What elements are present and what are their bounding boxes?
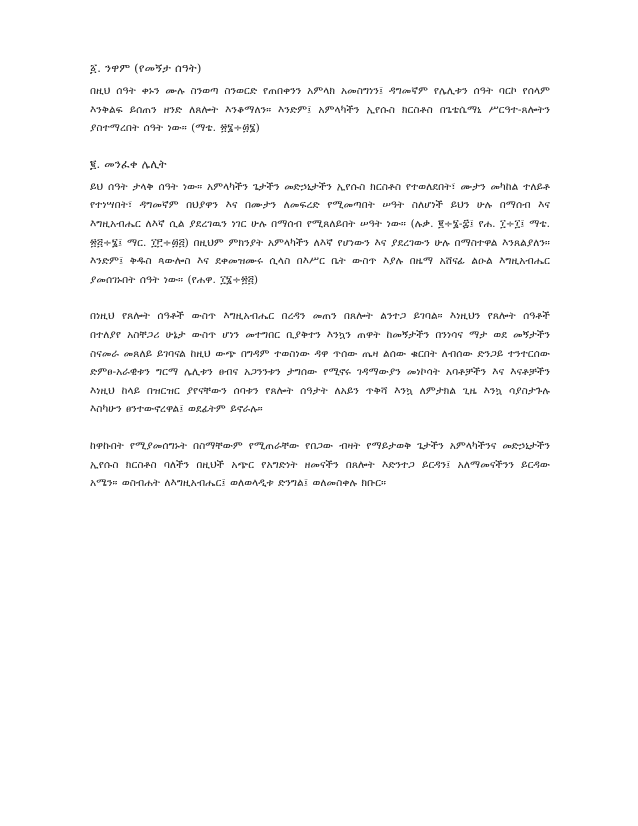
section-heading-nawam: ፩. ንዋም (የመኝታ ሰዓት) — [90, 61, 202, 75]
section-heading-menfeke-lelit: ፪. መንፈቀ ሌሊት — [90, 156, 167, 171]
paragraph-prayer-hours: በነዚህ የጸሎት ሰዓቶች ውስጥ እግዚአብሔር በረዳን መጠን በጸሎት ልንተጋ ይገባል። እነዚህን የጸሎት ሰዓቶች በተለያየ አስቸጋሪ ሁኔታ ውስጥ ሆነን መተግበር ቢያቅተን እንኳን ጠዋት ከመኝታችን በንነሳና ማታ ወደ መኝታችን ስናመራ መጸለይ ይገባናል ከዚህ ውጭ በግዳም ተወስነው ዳዋ ጥሰው ጤዛ ልሰው ቁርበት ለብሰው ድንጋይ ተንተርሰው ድምፀ-አራዊቱን ግርማ ሌሊቱን ፀብና አጋንንቱን ታግሰው የሚኖሩ ገዳማውያን መነኮሳት አባቶቻችን እና እናቶቻችን እነዚህ ከላይ በዝርዝር ያየናቸውን ሰባቱን የጸሎት ሰዓታት ለአይን ጥቅሻ እንኳ ለምታክል ጊዜ እንኳ ሳያስታጉሉ እስካሁን ፀንተውኖረዋል፤ ወደፊትም ይኖራሉ። — [90, 310, 550, 416]
paragraph-closing-blessing: ከዋኩበት የሚያመሰግኑት በስማቸውም የሚጠራቸው የበጋው ብዛት የማይታወቅ ጌታችን አምላካችንና መድኃኒታችን ኢየሱስ ክርስቶስ ባለችን በዚህች አጭር የአግድነት ዘመናችን በጸሎት እድንተጋ ይርዳን፤ አለማመናችንን ይርዳው አሜን። ወስብሐት ለእግዚአብሔር፤ ወለወላዲቱ ድንግል፤ ወለመስቀሉ ክቡር። — [90, 439, 550, 490]
paragraph-menfeke-lelit: ይህ ሰዓት ታላቅ ሰዓት ነው። አምላካችን ጌታችን መድኃኒታችን ኢየሱስ ክርስቶስ የተወለደበት፣ ሙታን መካከል ተለይቶ የተነሣበት፣ ዳግመኛም በህያዋን እና በሙታን ለመፍረድ የሚመጣበት ሠዓት ስለሆነች ይህን ሁሉ በማሰብ እና እግዚአብሔር ለእኛ ሲል ያደረገዉን ነገር ሁሉ በማሰብ የሚጸለይበት ሠዓት ነው። (ሉቃ. ፪÷፮-፰፤ የሐ. ፲÷፲፤ ማቴ. ፳፭÷፮፤ ማር. ፲፫÷፴፭) በዚህም ምክንያት አምላካችን ለእኛ የሆነውን እና ያደረገውን ሁሉ በማስተዋል እንጸልያለን። እንድም፤ ቅዱስ ጳውሎስ እና ደቀመዝሙሩ ሲላስ በእሥር ቤት ውስጥ እያሉ በዜማ አሸናፊ ልዑል እግዚአብሔር ያመሰገኑበት ሰዓት ነው። (የሐዋ. ፲፮÷፳፭) — [90, 180, 550, 286]
document-page — [90, 60, 550, 511]
paragraph-nawam: በዚህ ሰዓት ቀኑን ሙሉ ስንወጣ ስንወርድ የጠበቀንን አምላክ አመስግነን፤ ዳግመኛም የሌሊቱን ሰዓት ባርኮ የሰላም እንቅልፍ ይሰጠን ዘንድ ለጸሎት እንቆማለን። እንድም፤ አምላካችን ኢየሱስ ክርስቶስ በጌቴሴማኒ ሥርዓተ-ጸሎትን ያስተማረበት ሰዓት ነው። (ማቴ. ፳፮÷፴፮) — [90, 85, 550, 135]
